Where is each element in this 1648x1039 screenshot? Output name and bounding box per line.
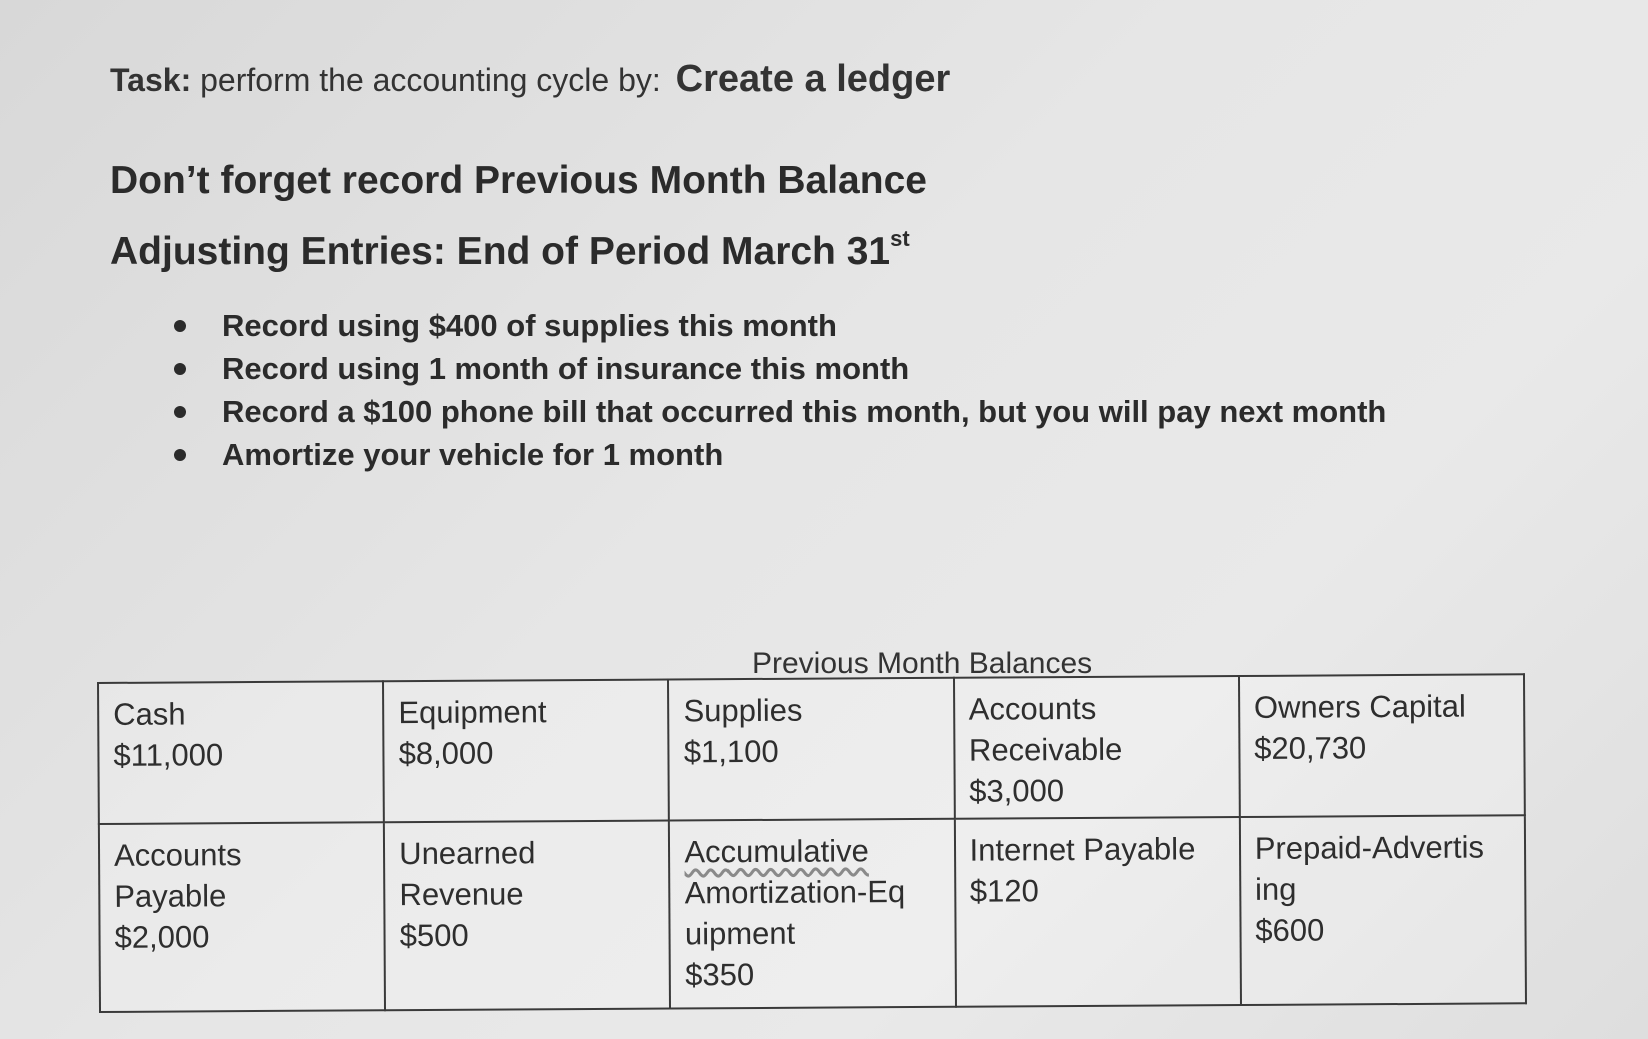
table-row	[99, 815, 1526, 1012]
list-item	[170, 347, 1386, 390]
list-item-text: Amortize your vehicle for 1 month	[222, 437, 724, 472]
list-item-text: Record using $400 of supplies this month	[222, 308, 837, 343]
cell-account-name: Cash	[113, 696, 186, 732]
cell-account-name: Internet Payable	[969, 831, 1196, 868]
table-row	[98, 674, 1525, 824]
task-text: perform the accounting cycle by:	[200, 62, 661, 98]
cell-account-name: ing	[1254, 871, 1297, 907]
table-cell-accounts-receivable	[954, 676, 1240, 819]
instructions-headings	[110, 152, 927, 281]
table-cell-accumulative-amortization	[669, 819, 955, 1009]
cell-account-name: uipment	[684, 915, 796, 952]
bullet-dot-icon	[174, 406, 186, 418]
list-item	[170, 433, 1386, 476]
cell-account-name: Owners Capital	[1253, 688, 1466, 725]
cell-amount: $120	[969, 873, 1039, 909]
heading-adjusting-entries	[110, 210, 927, 281]
bullet-dot-icon	[174, 449, 186, 461]
task-emphasis: Create a ledger	[675, 58, 951, 100]
spellcheck-underline-word: Accumulative	[684, 833, 869, 870]
table-cell-supplies	[668, 678, 954, 821]
adjusting-entries-list	[170, 304, 1386, 476]
table-cell-prepaid-advertising	[1240, 815, 1526, 1005]
cell-account-name	[684, 830, 939, 873]
cell-account-name: Prepaid-Advertis	[1254, 829, 1485, 866]
bullet-dot-icon	[174, 363, 186, 375]
task-label: Task:	[110, 62, 192, 98]
cell-amount: $20,730	[1254, 730, 1367, 766]
list-item	[170, 390, 1386, 433]
bullet-dot-icon	[174, 320, 186, 332]
table-cell-equipment	[383, 680, 669, 823]
cell-amount: $350	[685, 956, 755, 993]
cell-account-name: Unearned	[399, 835, 536, 872]
cell-amount: $3,000	[969, 773, 1065, 809]
cell-amount: $2,000	[114, 919, 210, 955]
table-cell-accounts-payable	[99, 822, 385, 1012]
table-cell-owners-capital	[1239, 674, 1525, 817]
cell-account-name: Amortization-Eq	[684, 874, 906, 911]
cell-amount: $8,000	[398, 735, 494, 772]
table-caption: Previous Month Balances	[752, 647, 1093, 680]
cell-account-name: Equipment	[398, 694, 547, 731]
list-item-text: Record using 1 month of insurance this month	[222, 351, 910, 386]
table-cell-internet-payable	[954, 817, 1240, 1007]
list-item-text: Record a $100 phone bill that occurred this month, but you will pay next month	[222, 394, 1387, 429]
task-line	[110, 58, 950, 101]
cell-account-name: Accounts	[113, 837, 242, 873]
cell-amount: $500	[399, 917, 469, 954]
cell-account-name: Accounts	[968, 690, 1097, 727]
heading-previous-balance: Don’t forget record Previous Month Balance	[110, 159, 927, 202]
previous-month-balances-table	[97, 673, 1527, 1013]
table-cell-cash	[98, 681, 384, 824]
table-cell-unearned-revenue	[384, 821, 670, 1011]
list-item	[170, 304, 1386, 347]
cell-account-name: Receivable	[968, 731, 1123, 768]
cell-amount: $11,000	[113, 737, 224, 773]
cell-amount: $600	[1255, 912, 1325, 948]
cell-amount: $1,100	[683, 733, 779, 770]
cell-account-name: Payable	[114, 878, 227, 914]
heading-superscript: st	[890, 226, 910, 251]
cell-account-name: Revenue	[399, 876, 524, 913]
heading-adjusting-text: Adjusting Entries: End of Period March 31	[110, 230, 891, 273]
cell-account-name: Supplies	[683, 692, 803, 729]
